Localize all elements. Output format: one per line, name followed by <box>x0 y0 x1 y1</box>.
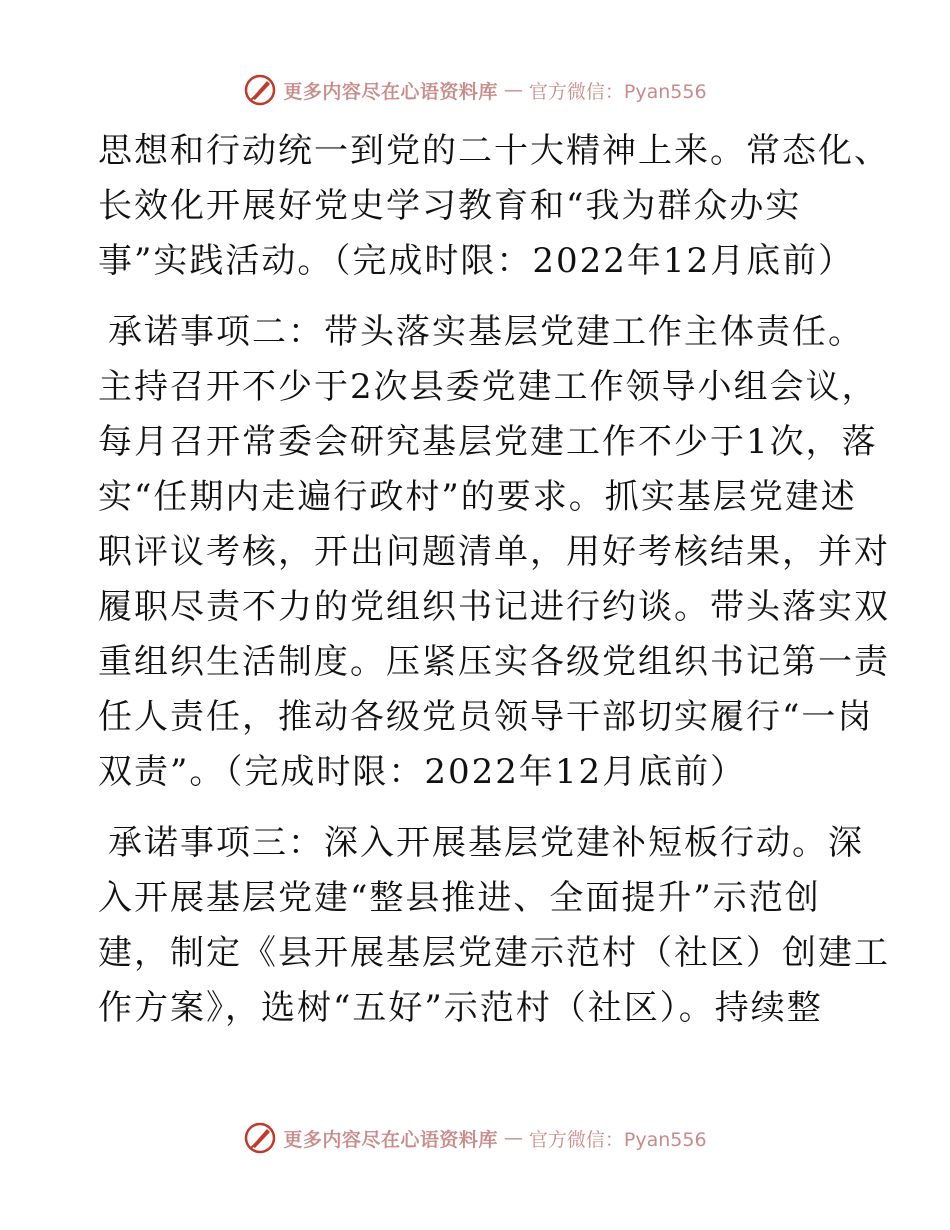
paragraph <box>98 816 890 1036</box>
text-line: 履职尽责不力的党组织书记进行约谈。带头落实双 <box>98 587 890 627</box>
watermark-contact: 官方微信：Pyan556 <box>528 80 707 103</box>
text-line: 重组织生活制度。压紧压实各级党组织书记第一责 <box>98 642 890 682</box>
text-line: 实“任期内走遍行政村”的要求。抓实基层党建述 <box>98 477 857 517</box>
text-line: 职评议考核，开出问题清单，用好考核结果，并对 <box>98 532 890 572</box>
text-line: 每月召开常委会研究基层党建工作不少于1次，落 <box>98 422 878 462</box>
text-line: 主持召开不少于2次县委党建工作领导小组会议， <box>98 367 878 407</box>
footer-watermark <box>0 1118 950 1158</box>
watermark-brand: 更多内容尽在心语资料库 <box>283 80 498 103</box>
text-line: 任人责任，推动各级党员领导干部切实履行“一岗 <box>98 697 874 737</box>
paragraph <box>98 305 890 800</box>
text-line: 思想和行动统一到党的二十大精神上来。常态化、 <box>98 131 890 171</box>
text-line: 建，制定《县开展基层党建示范村（社区）创建工 <box>98 933 890 973</box>
watermark-dash: — <box>503 1127 523 1149</box>
text-line: 双责”。（完成时限：2022年12月底前） <box>98 752 747 792</box>
text-line: 承诺事项二：带头落实基层党建工作主体责任。 <box>108 312 864 352</box>
quill-logo-icon <box>243 73 277 107</box>
watermark-contact: 官方微信：Pyan556 <box>528 1128 707 1151</box>
text-line: 承诺事项三：深入开展基层党建补短板行动。深 <box>108 823 864 863</box>
text-line: 长效化开展好党史学习教育和“我为群众办实 <box>98 186 802 226</box>
text-line: 事”实践活动。（完成时限：2022年12月底前） <box>98 241 855 281</box>
text-line: 作方案》，选树“五好”示范村（社区）。持续整 <box>98 988 823 1028</box>
text-line: 入开展基层党建“整县推进、全面提升”示范创 <box>98 878 821 918</box>
watermark-brand: 更多内容尽在心语资料库 <box>283 1128 498 1151</box>
quill-logo-icon <box>243 1121 277 1155</box>
document-body <box>98 124 890 1036</box>
header-watermark <box>0 70 950 110</box>
paragraph <box>98 124 890 289</box>
watermark-dash: — <box>503 79 523 101</box>
